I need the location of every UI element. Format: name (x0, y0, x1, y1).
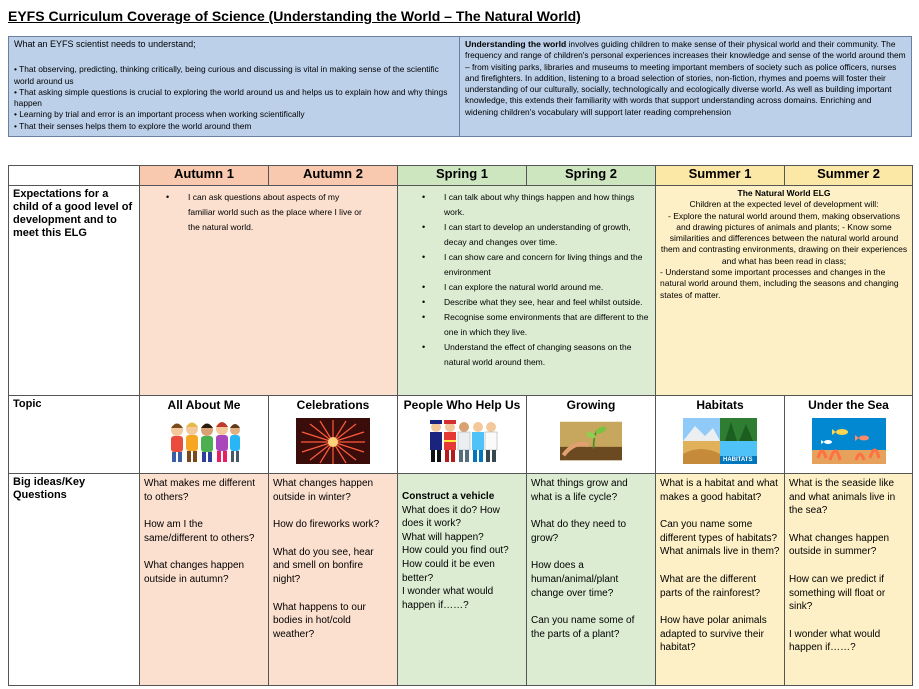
key-question: What makes me different to others? (144, 478, 255, 503)
habitats-image (683, 418, 757, 464)
topic-name: Growing (566, 398, 616, 412)
key-question: What do they need to grow? (531, 519, 627, 544)
expectation-item: • I can talk about why things happen and how things work. (422, 190, 649, 220)
key-question: How have polar animals adapted to survive their habitat? (660, 615, 767, 654)
term-header-autumn-1: Autumn 1 (140, 166, 269, 186)
questions-spring-1 (398, 474, 527, 686)
expectation-item: • Understand the effect of changing seasons on the natural world around them. (422, 340, 649, 370)
key-question: How can we predict if something will float or sink? (789, 573, 886, 613)
topic-celebrations (269, 396, 398, 474)
activity-title: Construct a vehicle (402, 491, 495, 502)
spring-expectations (398, 186, 656, 396)
topic-name: People Who Help Us (403, 398, 521, 412)
elg-line: - Explore the natural world around them, making observations and drawing pictures of animals and plants; - Know some similarities and differences between the natural world around them and contrasting environments, drawing on their experiences and what has been read in class; (660, 210, 908, 266)
key-question: What will happen? (402, 531, 484, 543)
topic-row (9, 396, 913, 474)
topic-name: Under the Sea (808, 398, 889, 412)
fireworks-image (296, 418, 370, 464)
elg-title: The Natural World ELG (737, 188, 831, 198)
key-question: How does a human/animal/plant change over time? (531, 560, 619, 599)
scientist-needs-heading: What an EYFS scientist needs to understand; (14, 39, 196, 49)
key-question: What is the seaside like and what animals live in the sea? (789, 478, 896, 517)
topic-name: Habitats (696, 398, 744, 412)
understanding-world-text: involves guiding children to make sense of their physical world and their community. The frequency and range of children's personal experiences increases their knowledge and sense of the world around them – from visiting parks, libraries and museums to meeting important members of society such as police officers, nurses and firefighters. In addition, listening to a broad selection of stories, non-fiction, rhymes and poems will foster their understanding of our culturally, socially, technologically and ecologically diverse world. As well as building important knowledge, this extends their familiarity with words that support understanding across domains. Enriching and widening children's vocabulary will support later reading comprehension (465, 39, 906, 117)
key-question: What does it do? How does it work? (402, 504, 500, 530)
key-question: I wonder what would happen if……? (402, 586, 494, 611)
key-question: How am I the same/different to others? (144, 519, 255, 544)
expectation-item: • Describe what they see, hear and feel whilst outside. (422, 295, 649, 310)
key-question: What changes happen outside in summer? (789, 532, 890, 558)
questions-summer-2 (785, 474, 913, 686)
scientist-need-item: • That their senses helps them to explore the world around them (14, 120, 252, 131)
scientist-need-item: • That asking simple questions is crucial to exploring the world around us and helps us to explain how and why things happen (14, 86, 448, 109)
key-question: What do you see, hear and smell on bonfire night? (273, 546, 374, 585)
questions-autumn-1 (140, 474, 269, 686)
understanding-world-heading: Understanding the world (465, 39, 567, 49)
key-question: What changes happen outside in winter? (273, 478, 374, 503)
key-question: Can you name some different types of habitats? What animals live in them? (660, 519, 780, 558)
key-question: I wonder what would happen if……? (789, 628, 881, 654)
expectation-item: • Recognise some environments that are different to the one in which they live. (422, 310, 649, 340)
expectation-item: • I can show care and concern for living things and the environment (422, 250, 649, 280)
term-header-summer-2: Summer 2 (785, 166, 913, 186)
seedling-image (560, 418, 622, 464)
corner-cell (9, 166, 140, 186)
topic-label: Topic (9, 396, 140, 474)
term-header-row (9, 166, 913, 186)
expectations-row (9, 186, 913, 396)
scientist-needs-box (9, 37, 460, 136)
topic-people-who-help-us (398, 396, 527, 474)
questions-spring-2 (527, 474, 656, 686)
habitats-image-label: HABITATS (723, 457, 753, 463)
topic-growing (527, 396, 656, 474)
curriculum-table (8, 165, 913, 686)
questions-summer-1 (656, 474, 785, 686)
intro-panel (8, 36, 912, 137)
key-question: What are the different parts of the rainforest? (660, 573, 761, 599)
term-header-summer-1: Summer 1 (656, 166, 785, 186)
key-question: Can you name some of the parts of a plant? (531, 615, 635, 640)
key-question: How could you find out? (402, 545, 509, 557)
page-title: EYFS Curriculum Coverage of Science (Understanding the World – The Natural World) (8, 8, 581, 24)
questions-autumn-2 (269, 474, 398, 686)
elg-line: - Understand some important processes and changes in the natural world around them, including the seasons and changing states of matter. (660, 267, 899, 300)
term-header-spring-1: Spring 1 (398, 166, 527, 186)
understanding-world-box (460, 37, 911, 136)
expectation-item: • I can ask questions about aspects of my familiar world such as the place where I live or the natural world. (166, 190, 367, 235)
key-question: What things grow and what is a life cycle? (531, 478, 628, 503)
topic-habitats (656, 396, 785, 474)
elg-line: Children at the expected level of development will: (689, 199, 879, 210)
key-question: What is a habitat and what makes a good habitat? (660, 478, 778, 503)
questions-row (9, 474, 913, 686)
key-question: What happens to our bodies in hot/cold weather? (273, 601, 366, 640)
expectation-item: • I can explore the natural world around me. (422, 280, 649, 295)
scientist-need-item: • Learning by trial and error is an important process when working scientifically (14, 109, 305, 120)
children-group-image (167, 418, 241, 464)
key-question: What changes happen outside in autumn? (144, 560, 245, 585)
ocean-reef-image (812, 418, 886, 464)
autumn-expectations (140, 186, 398, 396)
expectation-item: • I can start to develop an understanding of growth, decay and changes over time. (422, 220, 649, 250)
topic-under-the-sea (785, 396, 913, 474)
questions-label: Big ideas/Key Questions (9, 474, 140, 686)
term-header-spring-2: Spring 2 (527, 166, 656, 186)
helpers-image (425, 418, 499, 464)
summer-expectations (656, 186, 913, 396)
expectations-label: Expectations for a child of a good level of development and to meet this ELG (9, 186, 140, 396)
term-header-autumn-2: Autumn 2 (269, 166, 398, 186)
key-question: How do fireworks work? (273, 519, 380, 531)
key-question: How could it be even better? (402, 558, 495, 584)
scientist-need-item: • That observing, predicting, thinking critically, being curious and discussing is vital in making sense of the scientific world around us (14, 64, 439, 86)
topic-name: All About Me (167, 398, 241, 412)
topic-name: Celebrations (296, 398, 370, 412)
topic-all-about-me (140, 396, 269, 474)
